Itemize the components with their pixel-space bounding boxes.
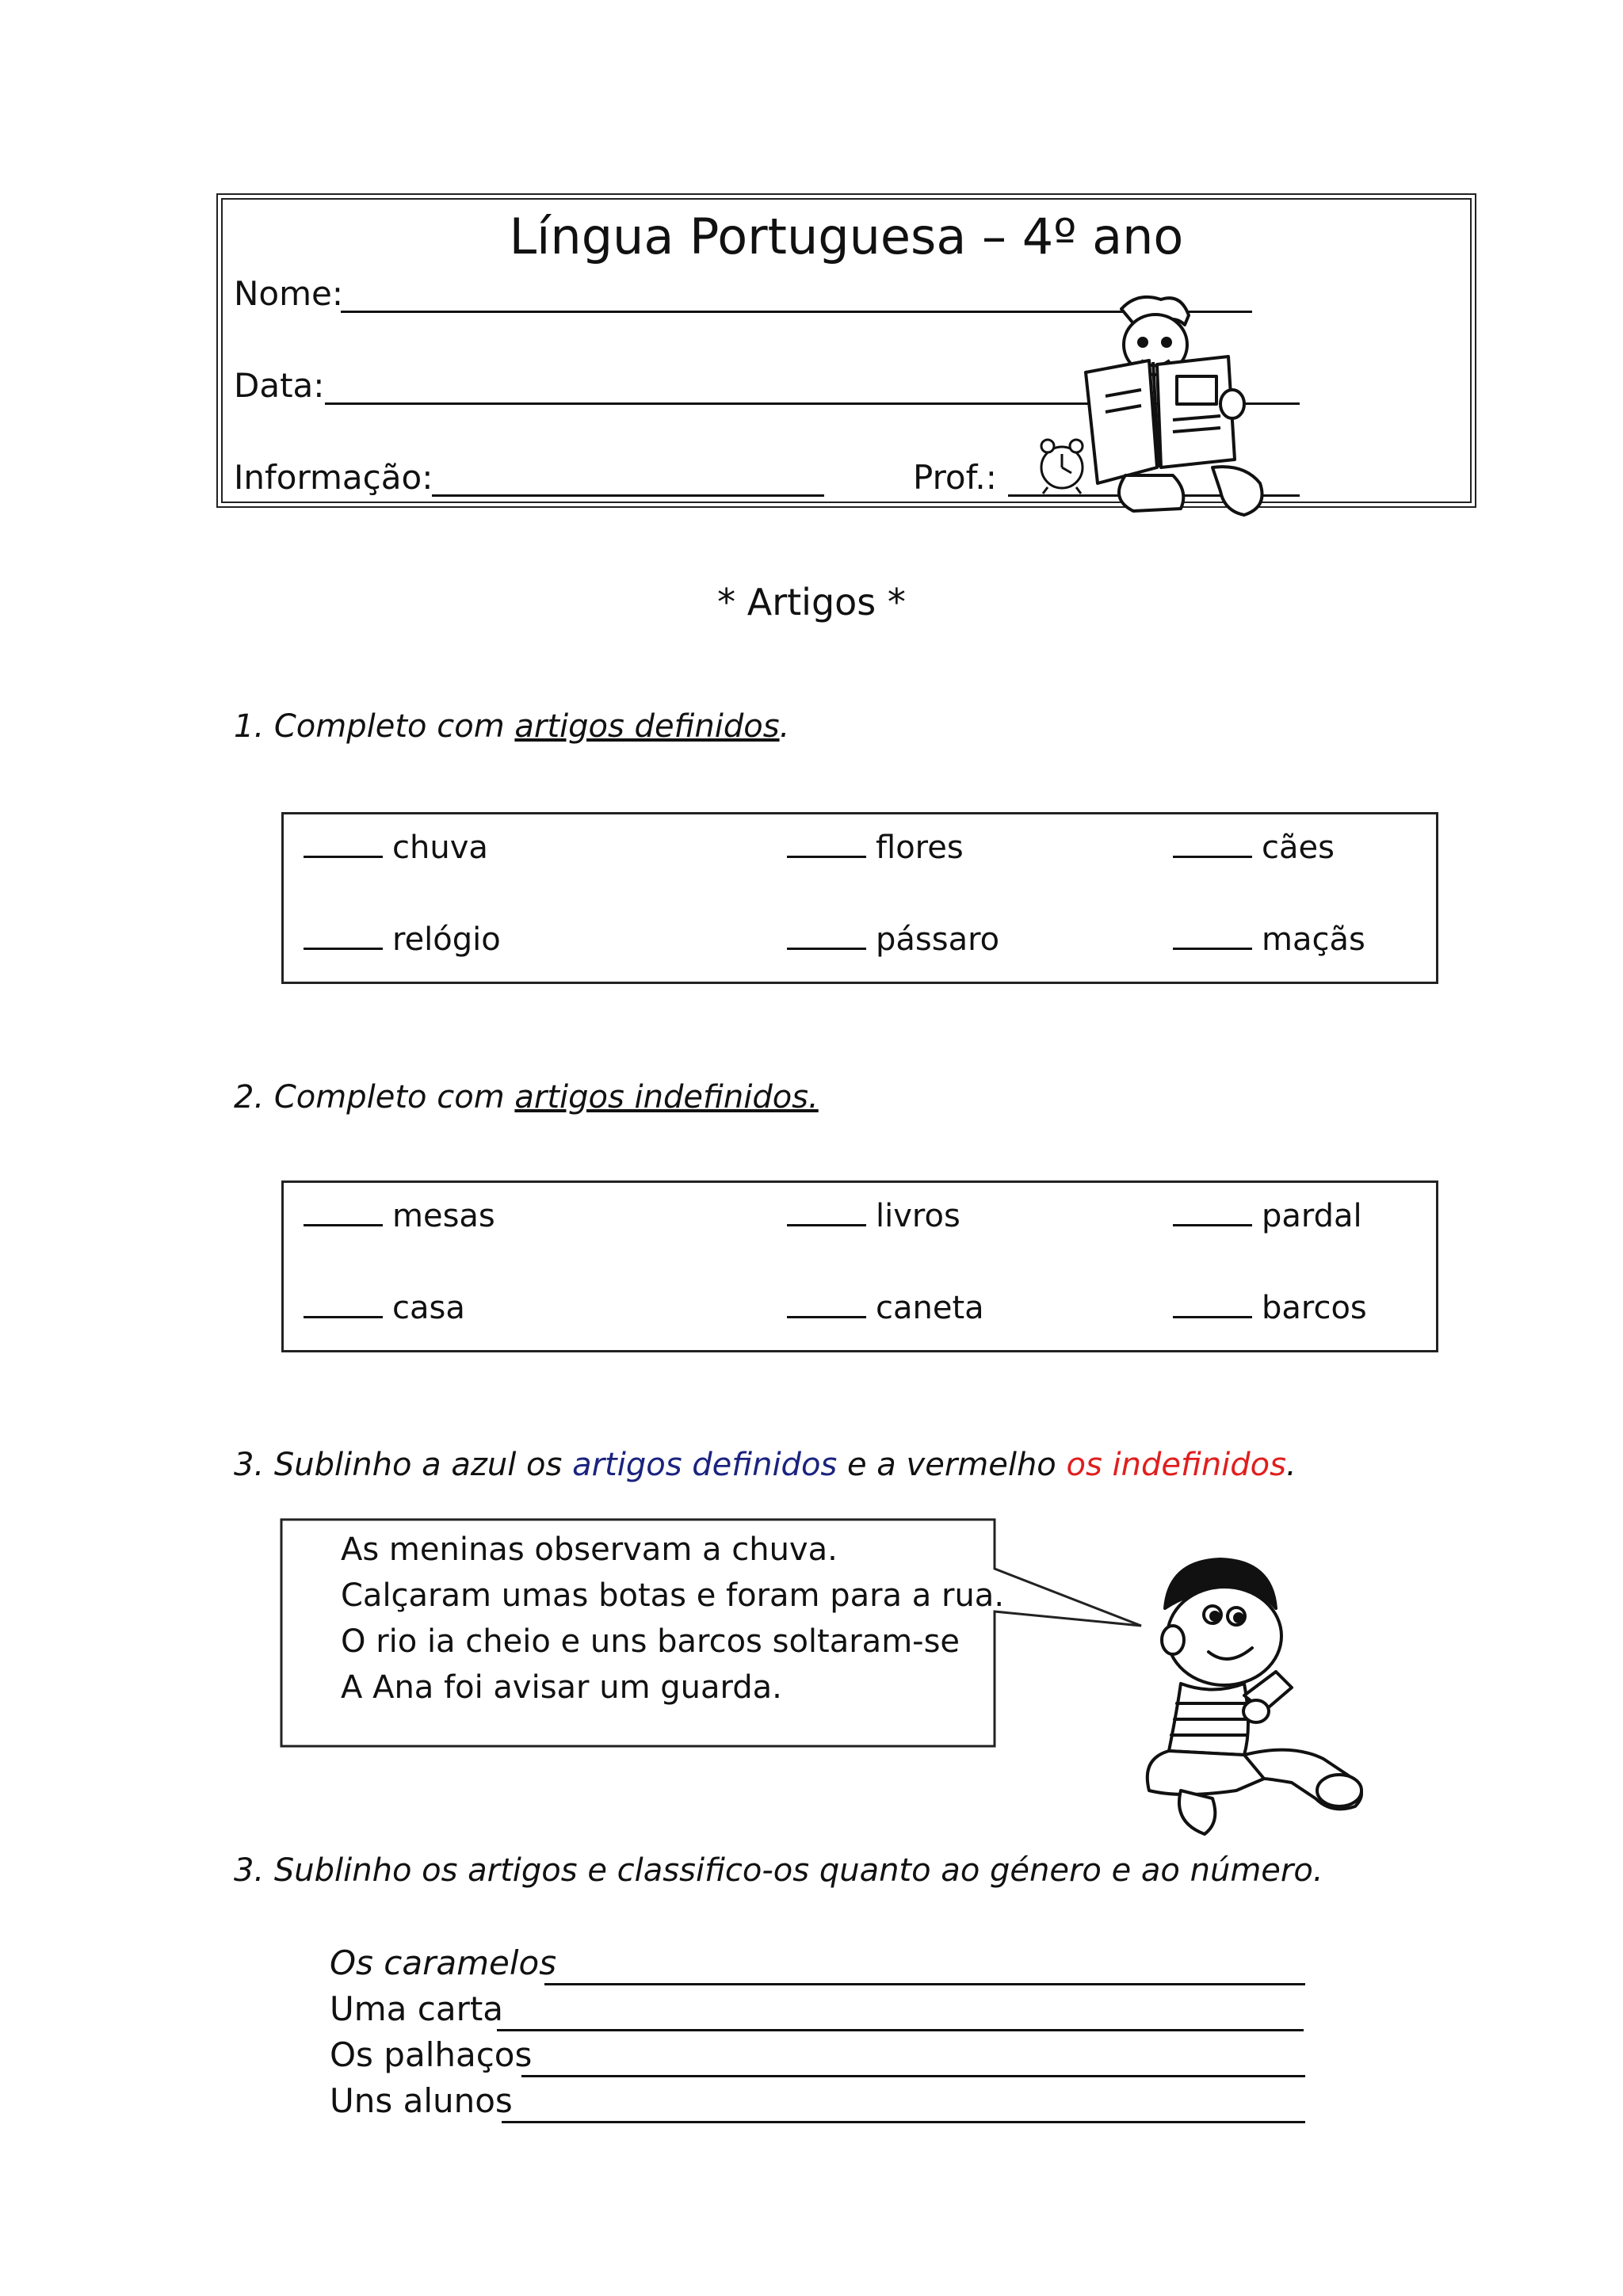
exercise1-underlined: artigos definidos [514, 708, 780, 745]
exercise2-item[interactable] [304, 1290, 465, 1326]
sitting-boy-illustration [1133, 1553, 1379, 1846]
exercise1-item[interactable] [1173, 921, 1365, 958]
blank-line[interactable] [304, 856, 383, 858]
exercise2-prefix: 2. Completo com [234, 1079, 515, 1116]
prof-label: Prof.: [913, 458, 997, 497]
answer-line[interactable] [521, 2075, 1305, 2077]
blank-line[interactable] [787, 948, 866, 950]
exercise3-blue-text: artigos definidos [572, 1447, 838, 1483]
word: barcos [1262, 1290, 1367, 1326]
word: caneta [876, 1290, 984, 1326]
info-field[interactable] [432, 494, 824, 497]
exercise1-item[interactable] [1173, 830, 1335, 866]
exercise1-item[interactable] [787, 921, 999, 958]
exercise2-underlined: artigos indefinidos. [514, 1079, 819, 1116]
blank-line[interactable] [304, 1224, 383, 1226]
sentence-line: As meninas observam a chuva. [341, 1531, 838, 1568]
word: flores [876, 830, 964, 866]
exercise1-suffix: . [779, 708, 790, 745]
exercise1-prefix: 1. Completo com [234, 708, 515, 745]
exercise4-instruction: 3. Sublinho os artigos e classifico-os quanto ao género e ao número. [234, 1852, 1323, 1889]
exercise1-instruction [234, 708, 789, 745]
word: casa [392, 1290, 465, 1326]
blank-line[interactable] [787, 1316, 866, 1318]
exercise2-item[interactable] [787, 1198, 960, 1234]
blank-line[interactable] [1173, 1316, 1252, 1318]
answer-line[interactable] [544, 1983, 1305, 1985]
word: chuva [392, 830, 488, 866]
exercise3-middle: e a vermelho [837, 1447, 1067, 1483]
sentence-line: Calçaram umas botas e foram para a rua. [341, 1577, 1005, 1614]
word: cães [1262, 830, 1335, 866]
exercise3-red-text: os indefinidos [1066, 1447, 1286, 1483]
word: livros [876, 1198, 960, 1234]
word: pardal [1262, 1198, 1362, 1234]
exercise3-prefix: 3. Sublinho a azul os [234, 1447, 573, 1483]
blank-line[interactable] [1173, 856, 1252, 858]
blank-line[interactable] [304, 1316, 383, 1318]
blank-line[interactable] [1173, 948, 1252, 950]
exercise3-instruction [234, 1447, 1296, 1483]
page-title: Língua Portuguesa – 4º ano [509, 208, 1184, 265]
blank-line[interactable] [787, 1224, 866, 1226]
blank-line[interactable] [304, 948, 383, 950]
blank-line[interactable] [1173, 1224, 1252, 1226]
exercise2-item[interactable] [304, 1198, 495, 1234]
answer-item: Uns alunos [330, 2081, 513, 2120]
exercise2-item[interactable] [1173, 1198, 1362, 1234]
section-title: * Artigos * [717, 581, 906, 624]
date-label: Data: [234, 366, 325, 405]
name-label: Nome: [234, 274, 344, 313]
exercise2-item[interactable] [1173, 1290, 1367, 1326]
answer-item: Os caramelos [330, 1943, 557, 1982]
info-label: Informação: [234, 458, 433, 497]
answer-item: Os palhaços [330, 2035, 533, 2074]
sentence-line: A Ana foi avisar um guarda. [341, 1669, 782, 1706]
answer-line[interactable] [497, 2029, 1304, 2031]
word: pássaro [876, 921, 1000, 958]
word: maçãs [1262, 921, 1365, 958]
answer-item: Uma carta [330, 1989, 504, 2028]
blank-line[interactable] [787, 856, 866, 858]
word: relógio [392, 921, 501, 958]
exercise3-suffix: . [1285, 1447, 1296, 1483]
alarm-clock-icon [1030, 432, 1094, 495]
word: mesas [392, 1198, 495, 1234]
sentence-line: O rio ia cheio e uns barcos soltaram-se [341, 1623, 960, 1660]
exercise1-item[interactable] [304, 921, 501, 958]
exercise1-item[interactable] [304, 830, 488, 866]
exercise1-item[interactable] [787, 830, 964, 866]
exercise2-instruction [234, 1079, 819, 1116]
exercise2-item[interactable] [787, 1290, 984, 1326]
answer-line[interactable] [502, 2121, 1305, 2123]
